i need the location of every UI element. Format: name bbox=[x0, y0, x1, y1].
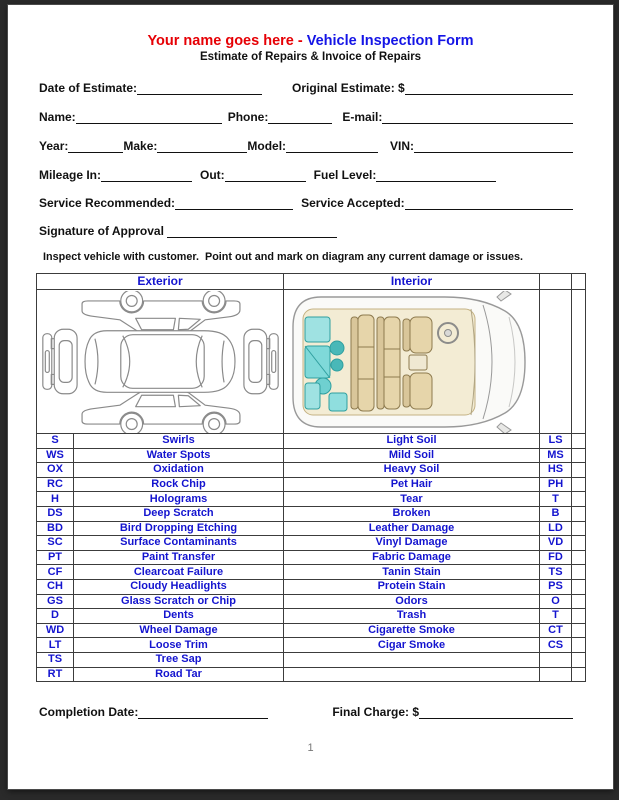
phone-label: Phone: bbox=[227, 110, 269, 124]
exterior-desc: Water Spots bbox=[74, 449, 284, 464]
page-number: 1 bbox=[307, 742, 314, 754]
mark-cell bbox=[572, 492, 586, 507]
interior-desc: Mild Soil bbox=[284, 449, 540, 464]
interior-desc: Pet Hair bbox=[284, 478, 540, 493]
row-date-estimate bbox=[39, 81, 573, 95]
mileage-out-blank[interactable] bbox=[225, 169, 306, 182]
mileage-in-blank[interactable] bbox=[101, 169, 192, 182]
interior-code bbox=[540, 668, 572, 683]
interior-desc: Leather Damage bbox=[284, 522, 540, 537]
inspection-instruction: Inspect vehicle with customer. Point out and mark on diagram any current damage or issues. bbox=[43, 251, 523, 263]
exterior-desc: Glass Scratch or Chip bbox=[74, 595, 284, 610]
exterior-desc: Dents bbox=[74, 609, 284, 624]
exterior-code: WD bbox=[37, 624, 74, 639]
exterior-desc: Rock Chip bbox=[74, 478, 284, 493]
mark-cell bbox=[572, 565, 586, 580]
fuel-level-blank[interactable] bbox=[376, 169, 496, 182]
row-mileage bbox=[39, 168, 573, 182]
vin-label: VIN: bbox=[390, 139, 415, 153]
signature-of-approval-label: Signature of Approval bbox=[39, 224, 164, 238]
interior-desc bbox=[284, 668, 540, 683]
title-form-name: Vehicle Inspection Form bbox=[306, 33, 474, 49]
exterior-desc: Road Tar bbox=[74, 668, 284, 683]
interior-code: CS bbox=[540, 638, 572, 653]
interior-desc: Light Soil bbox=[284, 434, 540, 449]
interior-desc: Heavy Soil bbox=[284, 463, 540, 478]
row-contact bbox=[39, 110, 573, 124]
mark-cell bbox=[572, 653, 586, 668]
interior-code: VD bbox=[540, 536, 572, 551]
completion-date-label: Completion Date: bbox=[39, 705, 139, 719]
title-separator: - bbox=[293, 33, 307, 49]
service-accepted-blank[interactable] bbox=[405, 197, 573, 210]
interior-desc: Cigar Smoke bbox=[284, 638, 540, 653]
exterior-desc: Wheel Damage bbox=[74, 624, 284, 639]
make-blank[interactable] bbox=[157, 140, 247, 153]
diagram-code-cell bbox=[540, 290, 572, 434]
diagram-mark-cell bbox=[572, 290, 586, 434]
exterior-code: PT bbox=[37, 551, 74, 566]
exterior-code: RC bbox=[37, 478, 74, 493]
vehicle-inspection-form-page bbox=[8, 5, 613, 789]
vin-blank[interactable] bbox=[414, 140, 573, 153]
mark-cell bbox=[572, 434, 586, 449]
phone-blank[interactable] bbox=[268, 111, 332, 124]
mark-cell bbox=[572, 580, 586, 595]
exterior-code: D bbox=[37, 609, 74, 624]
title-company-placeholder: Your name goes here bbox=[147, 33, 294, 49]
exterior-diagram-cell bbox=[37, 290, 284, 434]
interior-code: HS bbox=[540, 463, 572, 478]
interior-desc: Vinyl Damage bbox=[284, 536, 540, 551]
row-completion bbox=[39, 705, 573, 719]
interior-desc: Trash bbox=[284, 609, 540, 624]
interior-code: CT bbox=[540, 624, 572, 639]
signature-blank[interactable] bbox=[167, 225, 337, 238]
interior-code: T bbox=[540, 492, 572, 507]
exterior-code: RT bbox=[37, 668, 74, 683]
interior-code: B bbox=[540, 507, 572, 522]
interior-desc bbox=[284, 653, 540, 668]
name-label: Name: bbox=[39, 110, 76, 124]
mark-cell bbox=[572, 624, 586, 639]
exterior-code: DS bbox=[37, 507, 74, 522]
row-service bbox=[39, 196, 573, 210]
date-of-estimate-label: Date of Estimate: bbox=[39, 81, 138, 95]
mark-cell bbox=[572, 478, 586, 493]
interior-desc: Broken bbox=[284, 507, 540, 522]
exterior-code: SC bbox=[37, 536, 74, 551]
exterior-code: S bbox=[37, 434, 74, 449]
mark-cell bbox=[572, 638, 586, 653]
interior-code: LD bbox=[540, 522, 572, 537]
mileage-in-label: Mileage In: bbox=[39, 168, 102, 182]
exterior-desc: Surface Contaminants bbox=[74, 536, 284, 551]
year-blank[interactable] bbox=[68, 140, 123, 153]
exterior-desc: Deep Scratch bbox=[74, 507, 284, 522]
exterior-car-diagram bbox=[38, 291, 283, 433]
model-label: Model: bbox=[247, 139, 287, 153]
interior-desc: Protein Stain bbox=[284, 580, 540, 595]
original-estimate-label: Original Estimate: $ bbox=[292, 81, 405, 95]
interior-code: O bbox=[540, 595, 572, 610]
interior-desc: Fabric Damage bbox=[284, 551, 540, 566]
page-title bbox=[8, 33, 613, 49]
exterior-desc: Clearcoat Failure bbox=[74, 565, 284, 580]
completion-date-blank[interactable] bbox=[138, 706, 268, 719]
mark-cell bbox=[572, 609, 586, 624]
interior-diagram-cell bbox=[284, 290, 540, 434]
model-blank[interactable] bbox=[286, 140, 378, 153]
interior-desc: Tanin Stain bbox=[284, 565, 540, 580]
interior-desc: Cigarette Smoke bbox=[284, 624, 540, 639]
inspection-table bbox=[36, 273, 586, 682]
interior-code: MS bbox=[540, 449, 572, 464]
interior-code: PH bbox=[540, 478, 572, 493]
exterior-code: GS bbox=[37, 595, 74, 610]
service-recommended-label: Service Recommended: bbox=[39, 196, 176, 210]
mark-cell bbox=[572, 507, 586, 522]
mileage-out-label: Out: bbox=[200, 168, 225, 182]
email-label: E-mail: bbox=[342, 110, 383, 124]
exterior-desc: Paint Transfer bbox=[74, 551, 284, 566]
row-signature bbox=[39, 224, 573, 238]
mark-cell bbox=[572, 536, 586, 551]
exterior-desc: Tree Sap bbox=[74, 653, 284, 668]
exterior-code: OX bbox=[37, 463, 74, 478]
year-label: Year: bbox=[39, 139, 69, 153]
exterior-code: TS bbox=[37, 653, 74, 668]
exterior-header: Exterior bbox=[37, 274, 284, 290]
exterior-desc: Loose Trim bbox=[74, 638, 284, 653]
exterior-desc: Cloudy Headlights bbox=[74, 580, 284, 595]
original-estimate-blank[interactable] bbox=[405, 82, 573, 95]
mark-cell bbox=[572, 522, 586, 537]
row-vehicle bbox=[39, 139, 573, 153]
exterior-desc: Oxidation bbox=[74, 463, 284, 478]
mark-cell bbox=[572, 668, 586, 683]
interior-code: LS bbox=[540, 434, 572, 449]
mark-cell bbox=[572, 551, 586, 566]
exterior-code: CF bbox=[37, 565, 74, 580]
mark-cell bbox=[572, 463, 586, 478]
header-mark-cell bbox=[572, 274, 586, 290]
exterior-code: H bbox=[37, 492, 74, 507]
exterior-desc: Bird Dropping Etching bbox=[74, 522, 284, 537]
interior-desc: Tear bbox=[284, 492, 540, 507]
mark-cell bbox=[572, 449, 586, 464]
interior-code: TS bbox=[540, 565, 572, 580]
final-charge-blank[interactable] bbox=[419, 706, 573, 719]
interior-header: Interior bbox=[284, 274, 540, 290]
exterior-code: LT bbox=[37, 638, 74, 653]
exterior-desc: Swirls bbox=[74, 434, 284, 449]
header-code-cell bbox=[540, 274, 572, 290]
final-charge-label: Final Charge: $ bbox=[332, 705, 420, 719]
interior-code bbox=[540, 653, 572, 668]
date-of-estimate-blank[interactable] bbox=[137, 82, 262, 95]
exterior-code: BD bbox=[37, 522, 74, 537]
exterior-desc: Holograms bbox=[74, 492, 284, 507]
exterior-code: WS bbox=[37, 449, 74, 464]
exterior-code: CH bbox=[37, 580, 74, 595]
make-label: Make: bbox=[123, 139, 158, 153]
interior-desc: Odors bbox=[284, 595, 540, 610]
service-accepted-label: Service Accepted: bbox=[301, 196, 405, 210]
page-subtitle: Estimate of Repairs & Invoice of Repairs bbox=[199, 51, 422, 63]
interior-code: T bbox=[540, 609, 572, 624]
interior-car-diagram bbox=[285, 291, 539, 433]
interior-code: PS bbox=[540, 580, 572, 595]
service-recommended-blank[interactable] bbox=[175, 197, 293, 210]
mark-cell bbox=[572, 595, 586, 610]
name-blank[interactable] bbox=[76, 111, 222, 124]
fuel-level-label: Fuel Level: bbox=[313, 168, 377, 182]
interior-code: FD bbox=[540, 551, 572, 566]
email-blank[interactable] bbox=[382, 111, 573, 124]
